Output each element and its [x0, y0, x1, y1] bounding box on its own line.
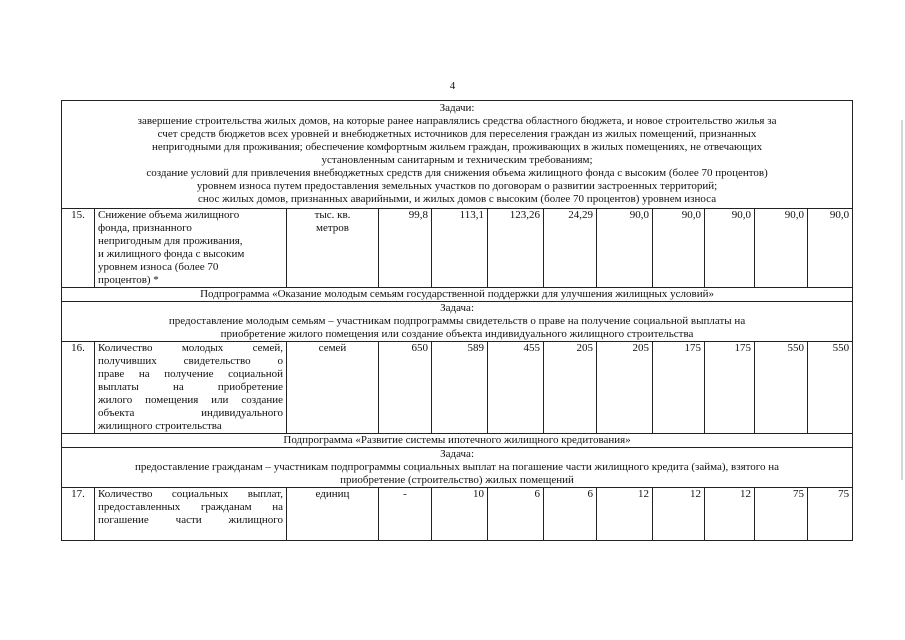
task-line: приобретение (строительство) жилых помещений [340, 474, 574, 486]
task-line: предоставление гражданам – участникам подпрограммы социальных выплат на погашение части жилищного кредита (займа), взятого на [135, 461, 780, 473]
value-cell: 90,0 [705, 209, 755, 288]
indicator-line: получивших свидетельство о [98, 355, 283, 367]
indicator-cell [95, 488, 287, 541]
value-cell: 205 [597, 342, 653, 434]
value-cell: 75 [755, 488, 808, 541]
value-cell: 589 [432, 342, 488, 434]
value-cell: 10 [432, 488, 488, 541]
row-number: 16. [62, 342, 95, 434]
subprogram-row [62, 288, 853, 302]
indicator-line: жилищного строительства [98, 420, 222, 432]
value-cell: 113,1 [432, 209, 488, 288]
unit-cell: единиц [287, 488, 379, 541]
value-cell: 175 [653, 342, 705, 434]
unit-line: тыс. кв. [314, 209, 351, 221]
indicator-cell [95, 342, 287, 434]
indicator-line: непригодным для проживания, [98, 235, 243, 247]
task-line: приобретение жилого помещения или создание объекта индивидуального жилищного строительства [220, 328, 694, 340]
row-number: 17. [62, 488, 95, 541]
value-cell: 99,8 [379, 209, 432, 288]
indicator-line: предоставленных гражданам на [98, 501, 283, 513]
unit-cell: семей [287, 342, 379, 434]
task-row [62, 448, 853, 488]
value-cell: 90,0 [597, 209, 653, 288]
tasks-line: завершение строительства жилых домов, на которые ранее направлялись средства областного бюджета, и новое строительство жилья за [137, 115, 777, 127]
table-row [62, 342, 853, 434]
indicator-line: и жилищного фонда с высоким [98, 248, 245, 260]
value-cell: 6 [544, 488, 597, 541]
value-cell: 12 [653, 488, 705, 541]
indicator-cell [95, 209, 287, 288]
task-heading: Задача: [440, 448, 474, 460]
task-heading: Задача: [440, 302, 474, 314]
task-line: предоставление молодым семьям – участникам подпрограммы свидетельств о праве на получение социальной выплаты на [168, 315, 746, 327]
value-cell: 6 [488, 488, 544, 541]
value-cell: 90,0 [755, 209, 808, 288]
value-cell: 12 [597, 488, 653, 541]
page-number: 4 [449, 80, 456, 92]
value-cell: 205 [544, 342, 597, 434]
value-cell: 175 [705, 342, 755, 434]
value-cell: 550 [808, 342, 853, 434]
task-cell [62, 448, 853, 488]
scan-edge-artifact [901, 120, 903, 480]
indicator-line: процентов) * [98, 274, 159, 286]
unit-cell [287, 209, 379, 288]
row-number: 15. [62, 209, 95, 288]
tasks-line: счет средств бюджетов всех уровней и внебюджетных источников для переселения граждан из жилых помещений, признанных [157, 128, 757, 140]
indicator-line: жилого помещения или создание [98, 394, 283, 406]
indicator-line: выплаты на приобретение [98, 381, 283, 393]
indicator-line: праве на получение социальной [98, 368, 283, 380]
task-row [62, 302, 853, 342]
value-cell: 75 [808, 488, 853, 541]
subprogram-title: Подпрограмма «Развитие системы ипотечного жилищного кредитования» [62, 434, 853, 448]
tasks-heading: Задачи: [439, 102, 475, 114]
indicator-line: погашение части жилищного [98, 514, 283, 526]
value-cell: 90,0 [808, 209, 853, 288]
subprogram-title: Подпрограмма «Оказание молодым семьям государственной поддержки для улучшения жилищных условий» [62, 288, 853, 302]
value-cell: 550 [755, 342, 808, 434]
indicators-table [61, 100, 853, 541]
tasks-line: непригодными для проживания; обеспечение комфортным жильем граждан, проживающих в жилых помещениях, не отвечающих [151, 141, 763, 153]
value-cell: 650 [379, 342, 432, 434]
indicator-line: Снижение объема жилищного [98, 209, 240, 221]
table-row [62, 209, 853, 288]
indicator-line: уровнем износа (более 70 [98, 261, 219, 273]
task-cell [62, 302, 853, 342]
indicator-line: объекта индивидуального [98, 407, 283, 419]
subprogram-row [62, 434, 853, 448]
value-cell: 123,26 [488, 209, 544, 288]
table-row [62, 488, 853, 541]
unit-line: метров [316, 222, 349, 234]
tasks-line: установленным санитарным и техническим требованиям; [321, 154, 593, 166]
tasks-row [62, 101, 853, 209]
value-cell: 12 [705, 488, 755, 541]
value-cell: 24,29 [544, 209, 597, 288]
value-cell: 455 [488, 342, 544, 434]
tasks-line: создание условий для привлечения внебюджетных средств для снижения объема жилищного фонда с высоким (более 70 процентов) [146, 167, 768, 179]
indicator-line: Количество социальных выплат, [98, 488, 283, 500]
tasks-line: уровнем износа путем предоставления земельных участков по договорам о развитии застроенных территорий; [196, 180, 718, 192]
indicator-line: Количество молодых семей, [98, 342, 283, 354]
indicator-line: фонда, признанного [98, 222, 192, 234]
tasks-cell [62, 101, 853, 209]
value-cell: 90,0 [653, 209, 705, 288]
tasks-line: снос жилых домов, признанных аварийными, и жилых домов с высоким (более 70 процентов) уровнем износа [198, 193, 717, 205]
value-cell: - [379, 488, 432, 541]
